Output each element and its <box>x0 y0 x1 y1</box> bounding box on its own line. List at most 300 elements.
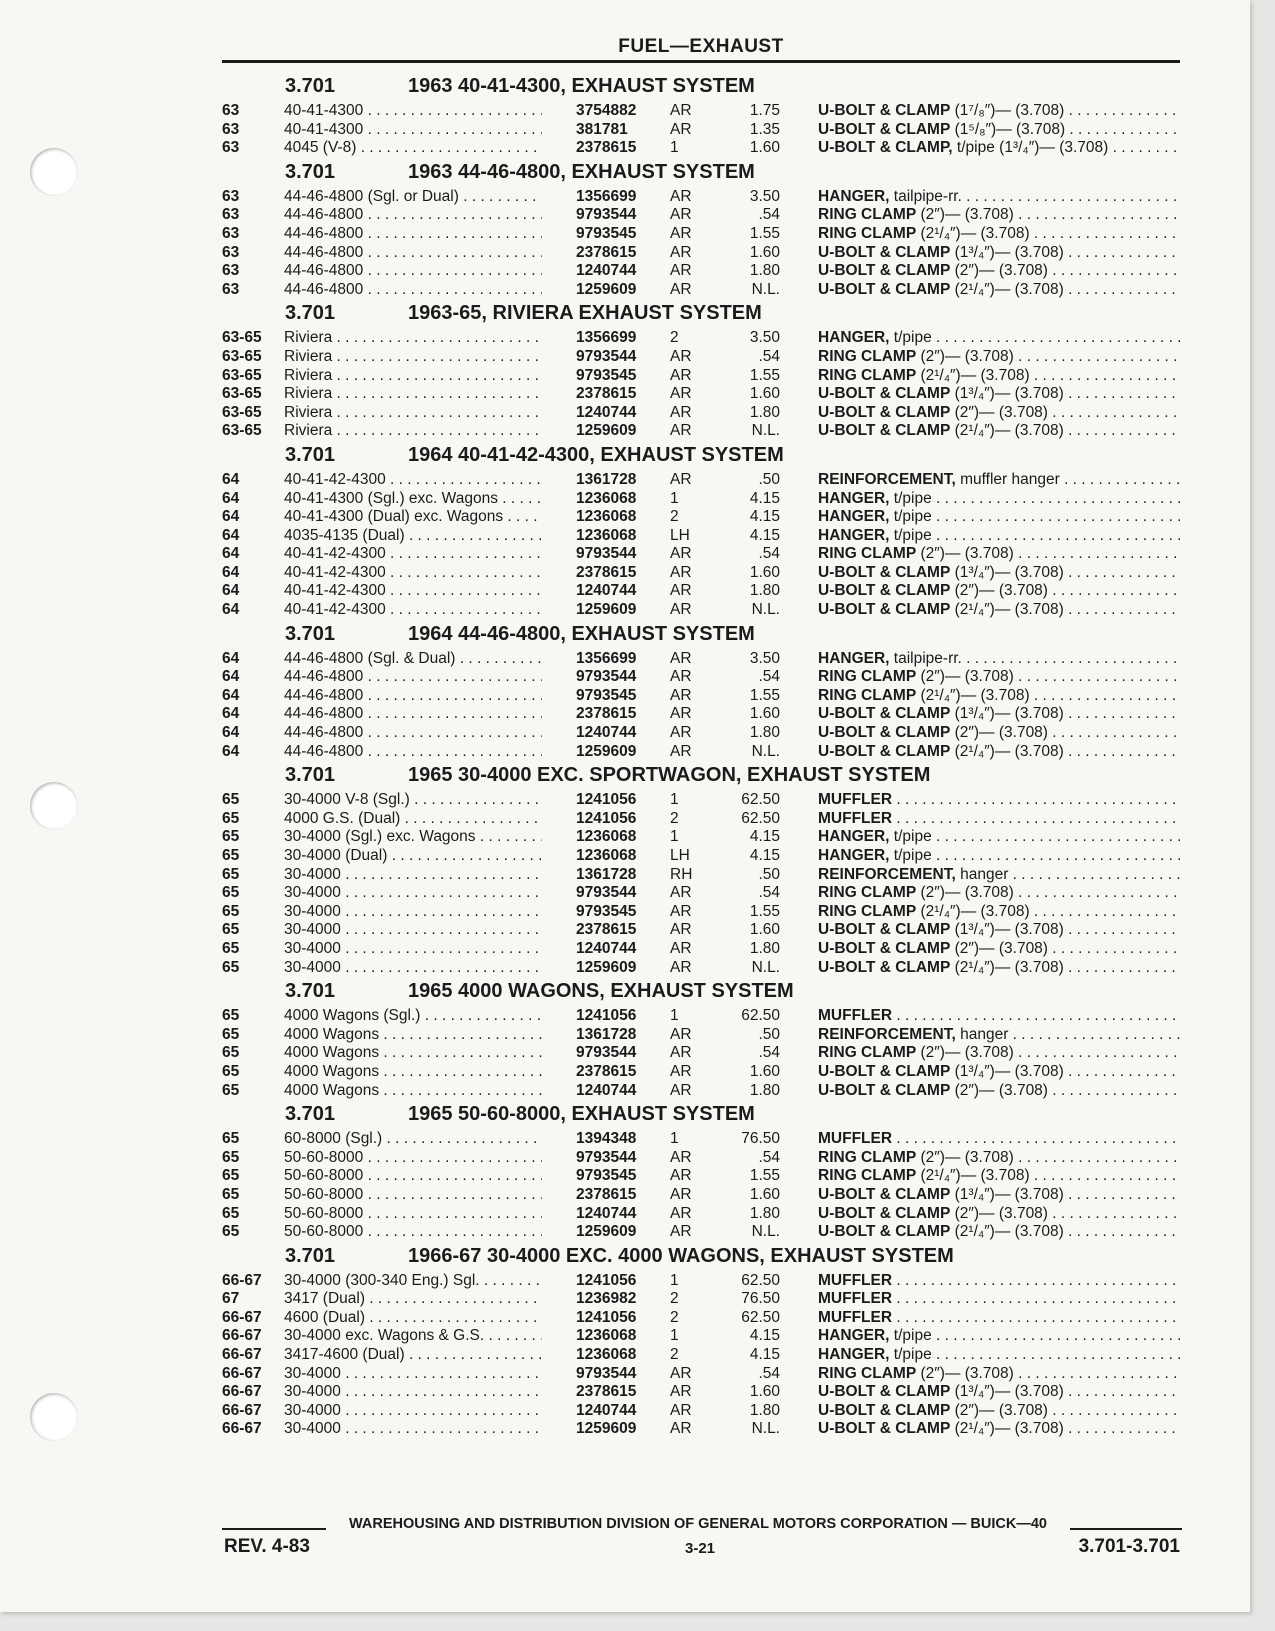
quantity-cell: 1 <box>670 1007 679 1025</box>
description-cell <box>818 262 1180 281</box>
model-cell: 44-46-4800 . . . <box>284 206 542 225</box>
model-cell: 44-46-4800 . . . <box>284 262 542 281</box>
part-number-cell: 1259609 <box>576 742 637 760</box>
year-cell: 65 <box>222 828 240 846</box>
quantity-cell: 2 <box>670 1308 679 1326</box>
model-cell: 30-4000 . . . <box>284 1383 542 1402</box>
table-row <box>222 102 1182 121</box>
description-detail: t/pipe <box>889 508 932 526</box>
description-detail: (2¹/₄″)— (3.708) <box>950 601 1064 619</box>
part-number-cell: 9793544 <box>576 1148 637 1166</box>
description-detail: (2¹/₄″)— (3.708) <box>916 686 1030 704</box>
table-row <box>222 225 1182 244</box>
description-detail: tailpipe-rr. <box>889 649 962 667</box>
table-row <box>222 244 1182 263</box>
price-cell: .54 <box>758 1148 780 1166</box>
description-name: U-BOLT & CLAMP <box>818 1081 951 1099</box>
price-cell: N.L. <box>751 1223 780 1241</box>
year-cell: 63 <box>222 280 240 298</box>
description-cell <box>818 102 1180 121</box>
quantity-cell: AR <box>670 243 692 261</box>
part-number-cell: 2378615 <box>576 243 637 261</box>
part-number-cell: 1236068 <box>576 847 637 864</box>
model-cell: 40-41-4300 (Sgl.) exc. Wagons . . . <box>284 490 542 509</box>
description-cell <box>818 1346 1180 1365</box>
price-cell: 1.55 <box>749 224 780 242</box>
price-cell: N.L. <box>751 742 780 760</box>
description-name: RING CLAMP <box>818 884 917 902</box>
price-cell: 1.60 <box>749 1062 780 1080</box>
model-cell: 3417 (Dual) . . . <box>284 1290 542 1309</box>
description-detail: (2″)— (3.708) <box>916 206 1014 224</box>
price-cell: .54 <box>758 347 780 365</box>
part-number-cell: 9793545 <box>576 366 637 384</box>
description-cell <box>818 791 1180 810</box>
description-detail: (2″)— (3.708) <box>950 262 1048 280</box>
year-cell: 63 <box>222 243 240 261</box>
price-cell: 1.80 <box>749 1401 780 1419</box>
section-block <box>222 158 1182 300</box>
year-cell: 65 <box>222 939 240 957</box>
parts-listing <box>222 72 1182 1439</box>
table-row <box>222 828 1182 847</box>
model-cell: 44-46-4800 . . . <box>284 244 542 263</box>
section-code: 3.701 <box>285 1103 336 1126</box>
description-name: MUFFLER <box>818 1007 893 1025</box>
description-detail: t/pipe <box>889 526 932 544</box>
description-detail: t/pipe <box>889 489 932 507</box>
quantity-cell: AR <box>670 1167 692 1185</box>
price-cell: 1.55 <box>749 366 780 384</box>
model-cell: 4000 Wagons . . . <box>284 1026 542 1045</box>
part-number-cell: 3754882 <box>576 102 637 119</box>
description-detail: (2¹/₄″)— (3.708) <box>950 958 1064 976</box>
description-cell <box>818 490 1180 509</box>
table-row <box>222 791 1182 810</box>
description-cell <box>818 884 1180 903</box>
quantity-cell: AR <box>670 582 692 600</box>
section-block <box>222 620 1182 762</box>
year-cell: 65 <box>222 809 240 827</box>
description-cell <box>818 281 1180 300</box>
description-cell <box>818 367 1180 386</box>
quantity-cell: AR <box>670 649 692 667</box>
quantity-cell: AR <box>670 385 692 403</box>
table-row <box>222 705 1182 724</box>
description-name: RING CLAMP <box>818 1364 917 1382</box>
model-cell: 30-4000 V-8 (Sgl.) . . . <box>284 791 542 810</box>
description-cell <box>818 687 1180 706</box>
table-row <box>222 1290 1182 1309</box>
description-cell <box>818 847 1180 866</box>
description-cell <box>818 508 1180 527</box>
table-row <box>222 121 1182 140</box>
quantity-cell: AR <box>670 1025 692 1043</box>
description-cell <box>818 866 1180 885</box>
quantity-cell: AR <box>670 563 692 581</box>
section-code: 3.701 <box>285 75 336 97</box>
quantity-cell: 2 <box>670 508 679 526</box>
price-cell: 62.50 <box>741 1007 780 1025</box>
part-number-cell: 1236068 <box>576 1346 637 1364</box>
year-cell: 64 <box>222 489 240 507</box>
quantity-cell: 1 <box>670 1130 679 1148</box>
description-detail: (1³/₄″)— (3.708) <box>950 921 1064 939</box>
model-cell: Riviera . . . <box>284 367 542 386</box>
description-detail: (2¹/₄″)— (3.708) <box>916 224 1030 242</box>
model-cell: 30-4000 . . . <box>284 1420 542 1439</box>
part-number-cell: 9793545 <box>576 902 637 920</box>
section-block <box>222 1100 1182 1242</box>
price-cell: N.L. <box>751 280 780 298</box>
description-detail: (1³/₄″)— (3.708) <box>950 243 1064 261</box>
model-cell: 40-41-42-4300 . . . <box>284 545 542 564</box>
model-cell: 44-46-4800 (Sgl. & Dual) . . . <box>284 650 542 669</box>
part-number-cell: 1236068 <box>576 526 637 544</box>
section-block <box>222 761 1182 977</box>
description-name: HANGER, <box>818 649 890 667</box>
description-detail: (2″)— (3.708) <box>916 884 1014 902</box>
description-cell <box>818 1365 1180 1384</box>
price-cell: .50 <box>758 1025 780 1043</box>
quantity-cell: LH <box>670 847 690 864</box>
description-detail: (2″)— (3.708) <box>950 1081 1048 1099</box>
description-cell <box>818 545 1180 564</box>
section-header <box>222 441 1182 471</box>
quantity-cell: AR <box>670 668 692 686</box>
description-detail: hanger <box>955 1025 1009 1043</box>
part-number-cell: 2378615 <box>576 1185 637 1203</box>
description-detail: (2″)— (3.708) <box>950 1401 1048 1419</box>
quantity-cell: AR <box>670 403 692 421</box>
year-cell: 63 <box>222 120 240 138</box>
model-cell: 4000 G.S. (Dual) . . . <box>284 810 542 829</box>
section-code: 3.701 <box>285 980 336 1003</box>
description-detail: (1⁵/₈″)— (3.708) <box>950 120 1066 138</box>
year-cell: 63-65 <box>222 347 262 365</box>
price-cell: .54 <box>758 1364 780 1382</box>
table-row <box>222 1007 1182 1026</box>
quantity-cell: AR <box>670 366 692 384</box>
description-detail: (2″)— (3.708) <box>950 403 1048 421</box>
description-cell <box>818 1044 1180 1063</box>
description-name: MUFFLER <box>818 1271 893 1289</box>
quantity-cell: AR <box>670 102 692 119</box>
description-cell <box>818 959 1180 978</box>
description-name: RING CLAMP <box>818 686 917 704</box>
table-row <box>222 903 1182 922</box>
model-cell: 30-4000 . . . <box>284 921 542 940</box>
part-number-cell: 9793544 <box>576 347 637 365</box>
price-cell: 1.35 <box>749 120 780 138</box>
table-row <box>222 1167 1182 1186</box>
part-number-cell: 1356699 <box>576 329 637 347</box>
table-row <box>222 884 1182 903</box>
price-cell: 1.80 <box>749 262 780 280</box>
year-cell: 65 <box>222 958 240 976</box>
price-cell: 62.50 <box>741 1271 780 1289</box>
part-number-cell: 1240744 <box>576 1204 637 1222</box>
description-detail: (2¹/₄″)— (3.708) <box>950 422 1064 440</box>
table-row <box>222 1346 1182 1365</box>
quantity-cell: AR <box>670 958 692 976</box>
model-cell: 44-46-4800 . . . <box>284 705 542 724</box>
year-cell: 64 <box>222 582 240 600</box>
model-cell: 50-60-8000 . . . <box>284 1149 542 1168</box>
part-number-cell: 1240744 <box>576 1081 637 1099</box>
price-cell: 3.50 <box>749 329 780 347</box>
part-number-cell: 1236068 <box>576 1327 637 1345</box>
table-row <box>222 404 1182 423</box>
description-cell <box>818 1327 1180 1346</box>
table-row <box>222 422 1182 441</box>
model-cell: Riviera . . . <box>284 329 542 348</box>
model-cell: 4000 Wagons (Sgl.) . . . <box>284 1007 542 1026</box>
table-row <box>222 866 1182 885</box>
description-detail: muffler hanger <box>955 470 1060 488</box>
description-cell <box>818 527 1180 546</box>
quantity-cell: 1 <box>670 828 679 846</box>
description-cell <box>818 139 1180 158</box>
description-detail: (2¹/₄″)— (3.708) <box>916 902 1030 920</box>
quantity-cell: 2 <box>670 1290 679 1308</box>
description-name: U-BOLT & CLAMP <box>818 280 951 298</box>
description-cell <box>818 1402 1180 1421</box>
description-detail: (2″)— (3.708) <box>950 939 1048 957</box>
section-header <box>222 72 1182 102</box>
model-cell: 30-4000 . . . <box>284 866 542 885</box>
price-cell: 4.15 <box>749 489 780 507</box>
description-name: MUFFLER <box>818 1130 893 1148</box>
description-name: U-BOLT & CLAMP, <box>818 139 953 157</box>
quantity-cell: AR <box>670 1062 692 1080</box>
price-cell: 1.60 <box>749 385 780 403</box>
part-number-cell: 9793545 <box>576 224 637 242</box>
model-cell: 4045 (V-8) . . . <box>284 139 542 158</box>
part-number-cell: 9793544 <box>576 545 637 563</box>
page-number: 3-21 <box>684 1540 716 1557</box>
part-number-cell: 1240744 <box>576 403 637 421</box>
quantity-cell: RH <box>670 865 693 883</box>
description-name: U-BOLT & CLAMP <box>818 939 951 957</box>
table-row <box>222 582 1182 601</box>
section-header <box>222 158 1182 188</box>
description-detail: (1⁷/₈″)— (3.708) <box>950 102 1065 119</box>
description-name: U-BOLT & CLAMP <box>818 1420 951 1438</box>
description-name: U-BOLT & CLAMP <box>818 262 951 280</box>
description-name: U-BOLT & CLAMP <box>818 243 951 261</box>
description-name: U-BOLT & CLAMP <box>818 958 951 976</box>
model-cell: 4035-4135 (Dual) . . . <box>284 527 542 546</box>
model-cell: Riviera . . . <box>284 385 542 404</box>
quantity-cell: 2 <box>670 1346 679 1364</box>
table-row <box>222 1044 1182 1063</box>
table-row <box>222 1205 1182 1224</box>
description-name: RING CLAMP <box>818 1167 917 1185</box>
year-cell: 65 <box>222 1223 240 1241</box>
price-cell: 1.60 <box>749 563 780 581</box>
table-row <box>222 921 1182 940</box>
description-name: HANGER, <box>818 1327 890 1345</box>
description-detail: (2″)— (3.708) <box>916 1044 1014 1062</box>
table-row <box>222 1420 1182 1439</box>
description-name: HANGER, <box>818 508 890 526</box>
table-row <box>222 940 1182 959</box>
part-number-cell: 1240744 <box>576 724 637 742</box>
price-cell: .50 <box>758 865 780 883</box>
model-cell: 40-41-4300 . . . <box>284 102 542 121</box>
description-detail: (1³/₄″)— (3.708) <box>950 1185 1064 1203</box>
description-detail: t/pipe <box>889 847 932 864</box>
part-number-cell: 1241056 <box>576 1271 637 1289</box>
description-cell <box>818 1309 1180 1328</box>
description-cell <box>818 385 1180 404</box>
description-cell <box>818 225 1180 244</box>
part-number-cell: 1236068 <box>576 828 637 846</box>
quantity-cell: 1 <box>670 489 679 507</box>
part-number-cell: 1241056 <box>576 809 637 827</box>
table-row <box>222 724 1182 743</box>
price-cell: 4.15 <box>749 508 780 526</box>
price-cell: 1.80 <box>749 724 780 742</box>
year-cell: 65 <box>222 1167 240 1185</box>
description-name: RING CLAMP <box>818 206 917 224</box>
table-row <box>222 1186 1182 1205</box>
year-cell: 64 <box>222 649 240 667</box>
price-cell: 1.60 <box>749 1185 780 1203</box>
year-cell: 64 <box>222 668 240 686</box>
table-row <box>222 367 1182 386</box>
quantity-cell: AR <box>670 545 692 563</box>
model-cell: 50-60-8000 . . . <box>284 1167 542 1186</box>
part-number-cell: 2378615 <box>576 385 637 403</box>
part-number-cell: 9793544 <box>576 1044 637 1062</box>
table-row <box>222 385 1182 404</box>
section-header <box>222 761 1182 791</box>
description-detail: (2¹/₄″)— (3.708) <box>916 366 1030 384</box>
description-detail: (2″)— (3.708) <box>916 347 1014 365</box>
quantity-cell: 2 <box>670 809 679 827</box>
year-cell: 63-65 <box>222 329 262 347</box>
year-cell: 63 <box>222 224 240 242</box>
description-name: RING CLAMP <box>818 366 917 384</box>
footer-division-text: WAREHOUSING AND DISTRIBUTION DIVISION OF GENERAL MOTORS CORPORATION — BUICK—40 <box>349 1516 1047 1532</box>
table-row <box>222 1327 1182 1346</box>
quantity-cell: AR <box>670 422 692 440</box>
section-block <box>222 977 1182 1100</box>
section-title: 1963 44-46-4800, EXHAUST SYSTEM <box>408 160 755 183</box>
model-cell: 50-60-8000 . . . <box>284 1205 542 1224</box>
price-cell: 4.15 <box>749 1327 780 1345</box>
description-cell <box>818 1223 1180 1242</box>
year-cell: 65 <box>222 791 240 809</box>
part-number-cell: 1236068 <box>576 489 637 507</box>
year-cell: 65 <box>222 1185 240 1203</box>
price-cell: N.L. <box>751 422 780 440</box>
description-detail: (2″)— (3.708) <box>950 724 1048 742</box>
description-cell <box>818 582 1180 601</box>
description-name: RING CLAMP <box>818 1044 917 1062</box>
quantity-cell: LH <box>670 526 690 544</box>
description-cell <box>818 244 1180 263</box>
quantity-cell: AR <box>670 1204 692 1222</box>
section-header <box>222 299 1182 329</box>
description-name: U-BOLT & CLAMP <box>818 601 951 619</box>
description-name: HANGER, <box>818 847 890 864</box>
table-row <box>222 601 1182 620</box>
description-cell <box>818 921 1180 940</box>
part-number-cell: 2378615 <box>576 705 637 723</box>
section-code: 3.701 <box>285 622 336 645</box>
price-cell: 4.15 <box>749 1346 780 1364</box>
description-name: RING CLAMP <box>818 545 917 563</box>
quantity-cell: AR <box>670 280 692 298</box>
part-number-cell: 1259609 <box>576 1223 637 1241</box>
year-cell: 66-67 <box>222 1327 262 1345</box>
section-title: 1965 4000 WAGONS, EXHAUST SYSTEM <box>408 980 794 1003</box>
description-detail: (1³/₄″)— (3.708) <box>950 1062 1064 1080</box>
part-number-cell: 1241056 <box>576 1007 637 1025</box>
section-title: 1966-67 30-4000 EXC. 4000 WAGONS, EXHAUST SYSTEM <box>408 1244 954 1267</box>
description-name: U-BOLT & CLAMP <box>818 403 951 421</box>
year-cell: 65 <box>222 1044 240 1062</box>
description-name: RING CLAMP <box>818 902 917 920</box>
part-number-cell: 1241056 <box>576 1308 637 1326</box>
description-cell <box>818 1130 1180 1149</box>
section-code: 3.701 <box>285 443 336 466</box>
description-cell <box>818 1186 1180 1205</box>
description-cell <box>818 1167 1180 1186</box>
table-row <box>222 1309 1182 1328</box>
table-row <box>222 650 1182 669</box>
quantity-cell: AR <box>670 921 692 939</box>
description-cell <box>818 422 1180 441</box>
description-name: MUFFLER <box>818 1290 893 1308</box>
header-rule <box>222 60 1180 63</box>
description-cell <box>818 1290 1180 1309</box>
year-cell: 66-67 <box>222 1364 262 1382</box>
quantity-cell: AR <box>670 470 692 488</box>
section-code: 3.701 <box>285 1244 336 1267</box>
binder-hole <box>30 782 78 830</box>
quantity-cell: AR <box>670 884 692 902</box>
price-cell: N.L. <box>751 1420 780 1438</box>
part-number-cell: 381781 <box>576 120 628 138</box>
model-cell: 44-46-4800 . . . <box>284 225 542 244</box>
quantity-cell: AR <box>670 742 692 760</box>
model-cell: 44-46-4800 . . . <box>284 668 542 687</box>
year-cell: 65 <box>222 884 240 902</box>
model-cell: 4600 (Dual) . . . <box>284 1309 542 1328</box>
model-cell: 50-60-8000 . . . <box>284 1186 542 1205</box>
part-number-cell: 1361728 <box>576 470 637 488</box>
model-cell: 30-4000 . . . <box>284 1402 542 1421</box>
year-cell: 66-67 <box>222 1308 262 1326</box>
price-cell: 62.50 <box>741 791 780 809</box>
year-cell: 65 <box>222 865 240 883</box>
quantity-cell: 2 <box>670 329 679 347</box>
section-block <box>222 72 1182 158</box>
year-cell: 66-67 <box>222 1346 262 1364</box>
description-name: RING CLAMP <box>818 347 917 365</box>
model-cell: 40-41-42-4300 . . . <box>284 582 542 601</box>
model-cell: 4000 Wagons . . . <box>284 1082 542 1101</box>
year-cell: 63-65 <box>222 385 262 403</box>
description-detail: (2″)— (3.708) <box>916 668 1014 686</box>
quantity-cell: AR <box>670 187 692 205</box>
section-title: 1964 44-46-4800, EXHAUST SYSTEM <box>408 622 755 645</box>
description-cell <box>818 940 1180 959</box>
